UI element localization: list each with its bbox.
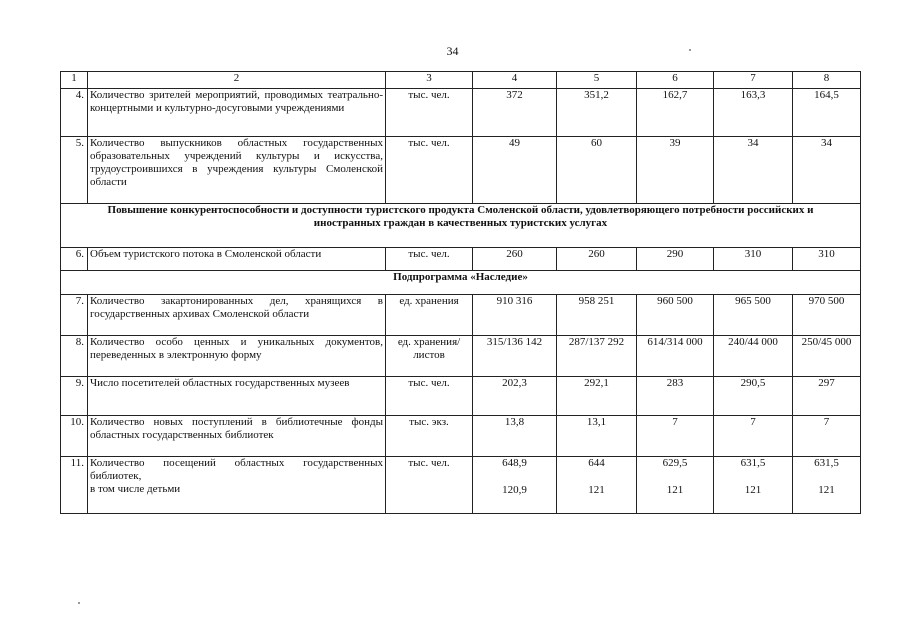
- value-children-text: 121: [588, 484, 605, 496]
- value-cell: [637, 89, 714, 137]
- indicator-name: [88, 137, 386, 204]
- column-header: 4: [473, 72, 557, 89]
- table-row: [61, 295, 861, 336]
- scan-speck: [78, 602, 80, 604]
- value-text: 297: [818, 377, 835, 389]
- row-number: 6.: [61, 248, 88, 271]
- section-title: Подпрограмма «Наследие»: [61, 271, 861, 295]
- value-text: 315/136 142: [486, 336, 543, 348]
- value-cell: [637, 137, 714, 204]
- unit-cell: тыс. чел.: [386, 89, 473, 137]
- value-children-text: 121: [744, 484, 762, 496]
- value-text: 648,9: [502, 457, 527, 469]
- unit-cell: тыс. чел.: [386, 457, 473, 514]
- value-children-text: 120,9: [502, 484, 527, 496]
- indicator-name: [88, 295, 386, 336]
- value-text: 287/137 292: [568, 336, 625, 348]
- indicator-name-text: Количество посещений областных государственных библиотек,: [90, 457, 383, 482]
- value-cell: [557, 336, 637, 377]
- value-cell: [473, 137, 557, 204]
- row-number: 10.: [61, 416, 88, 457]
- column-header: 7: [714, 72, 793, 89]
- value-cell: [557, 137, 637, 204]
- value-text: 310: [818, 248, 835, 260]
- value-cell: [714, 137, 793, 204]
- value-cell: [637, 295, 714, 336]
- column-header: 8: [793, 72, 861, 89]
- value-cell: [557, 377, 637, 416]
- value-text: 49: [509, 137, 520, 149]
- column-header: 6: [637, 72, 714, 89]
- value-cell: [637, 416, 714, 457]
- value-text: 970 500: [808, 295, 845, 307]
- value-children-text: 121: [666, 484, 684, 496]
- value-text: 614/314 000: [647, 336, 703, 348]
- indicator-name: [88, 377, 386, 416]
- value-cell: [637, 377, 714, 416]
- indicator-name-text: Число посетителей областных государственных музеев: [90, 377, 350, 389]
- table-row: [61, 89, 861, 137]
- table-header-row: [61, 72, 861, 89]
- value-cell: [557, 295, 637, 336]
- value-children-text: 121: [818, 484, 835, 496]
- indicator-name-text: Объем туристского потока в Смоленской области: [90, 248, 322, 260]
- section-row: [61, 271, 861, 295]
- indicator-name: [88, 416, 386, 457]
- unit-cell: тыс. чел.: [386, 248, 473, 271]
- value-cell: [557, 248, 637, 271]
- value-cell: [714, 248, 793, 271]
- indicator-name: [88, 457, 386, 514]
- row-number: 5.: [61, 137, 88, 204]
- value-text: 164,5: [814, 89, 839, 101]
- value-text: 34: [821, 137, 832, 149]
- value-cell: [473, 248, 557, 271]
- value-cell: [714, 416, 793, 457]
- row-number: 9.: [61, 377, 88, 416]
- value-cell: [793, 416, 861, 457]
- value-text: 283: [666, 377, 684, 389]
- column-header: 1: [61, 72, 88, 89]
- indicators-table: [60, 71, 861, 514]
- value-text: 960 500: [657, 295, 693, 307]
- value-text: 965 500: [735, 295, 771, 307]
- table-row: [61, 457, 861, 514]
- value-text: 290,5: [740, 377, 766, 389]
- section-row: [61, 204, 861, 248]
- value-cell: [793, 377, 861, 416]
- table-row: [61, 416, 861, 457]
- value-cell: [557, 457, 637, 514]
- value-text: 372: [506, 89, 523, 101]
- page-number: 34: [446, 44, 459, 58]
- indicator-name-text: Количество особо ценных и уникальных документов, переведенных в электронную форму: [90, 336, 383, 361]
- value-text: 7: [672, 416, 678, 428]
- value-cell: [793, 89, 861, 137]
- value-cell: [637, 457, 714, 514]
- column-header: 2: [88, 72, 386, 89]
- section-title: Повышение конкурентоспособности и доступности туристского продукта Смоленской области, удовлетворяющего потребности российских и иностранных граждан в качественных туристских услугах: [61, 204, 861, 248]
- value-cell: [473, 457, 557, 514]
- table-row: [61, 137, 861, 204]
- unit-cell: ед. хранения/ листов: [386, 336, 473, 377]
- value-text: 202,3: [502, 377, 527, 389]
- value-cell: [714, 377, 793, 416]
- value-text: 292,1: [584, 377, 609, 389]
- value-text: 34: [747, 137, 759, 149]
- indicator-name: [88, 336, 386, 377]
- value-text: 250/45 000: [801, 336, 852, 348]
- value-text: 60: [591, 137, 602, 149]
- value-cell: [714, 89, 793, 137]
- indicator-name-text: Количество выпускников областных государственных образовательных учреждений культуры и искусства, трудоустроившихся в учреждения культуры Смоленской области: [90, 137, 383, 188]
- value-text: 7: [750, 416, 756, 428]
- unit-cell: тыс. экз.: [386, 416, 473, 457]
- value-text: 631,5: [814, 457, 839, 469]
- table-row: [61, 377, 861, 416]
- value-text: 290: [666, 248, 684, 260]
- row-number: 8.: [61, 336, 88, 377]
- row-number: 4.: [61, 89, 88, 137]
- value-cell: [793, 457, 861, 514]
- table-row: [61, 336, 861, 377]
- value-cell: [473, 89, 557, 137]
- value-cell: [793, 248, 861, 271]
- indicator-subname-text: в том числе детьми: [90, 483, 181, 495]
- table-row: [61, 248, 861, 271]
- value-cell: [793, 336, 861, 377]
- value-cell: [473, 336, 557, 377]
- value-text: 631,5: [740, 457, 766, 469]
- value-cell: [473, 416, 557, 457]
- value-cell: [637, 336, 714, 377]
- unit-cell: ед. хранения: [386, 295, 473, 336]
- value-text: 260: [588, 248, 605, 260]
- value-text: 644: [588, 457, 605, 469]
- indicator-name: [88, 89, 386, 137]
- value-cell: [557, 416, 637, 457]
- value-cell: [473, 377, 557, 416]
- value-text: 240/44 000: [728, 336, 778, 348]
- indicator-name-text: Количество закартонированных дел, хранящихся в государственных архивах Смоленской области: [90, 295, 383, 320]
- value-text: 13,8: [504, 416, 525, 428]
- value-text: 310: [744, 248, 762, 260]
- scan-speck: [689, 49, 691, 51]
- indicator-name-text: Количество зрителей мероприятий, проводимых театрально-концертными и культурно-досуговыми учреждениями: [90, 89, 383, 114]
- value-cell: [557, 89, 637, 137]
- value-text: 260: [506, 248, 523, 260]
- value-text: 351,2: [584, 89, 609, 101]
- value-cell: [473, 295, 557, 336]
- value-text: 162,7: [662, 89, 688, 101]
- value-text: 39: [669, 137, 681, 149]
- column-header: 3: [386, 72, 473, 89]
- value-cell: [714, 336, 793, 377]
- value-text: 910 316: [496, 295, 533, 307]
- value-text: 958 251: [578, 295, 615, 307]
- value-cell: [793, 137, 861, 204]
- unit-cell: тыс. чел.: [386, 377, 473, 416]
- column-header: 5: [557, 72, 637, 89]
- value-text: 13,1: [586, 416, 607, 428]
- indicator-name-text: Количество новых поступлений в библиотечные фонды областных государственных библиотек: [90, 416, 383, 441]
- indicator-name: [88, 248, 386, 271]
- row-number: 7.: [61, 295, 88, 336]
- value-cell: [637, 248, 714, 271]
- value-cell: [793, 295, 861, 336]
- value-text: 629,5: [662, 457, 688, 469]
- unit-cell: тыс. чел.: [386, 137, 473, 204]
- value-text: 163,3: [740, 89, 766, 101]
- value-text: 7: [823, 416, 830, 428]
- value-cell: [714, 295, 793, 336]
- value-cell: [714, 457, 793, 514]
- row-number: 11.: [61, 457, 88, 514]
